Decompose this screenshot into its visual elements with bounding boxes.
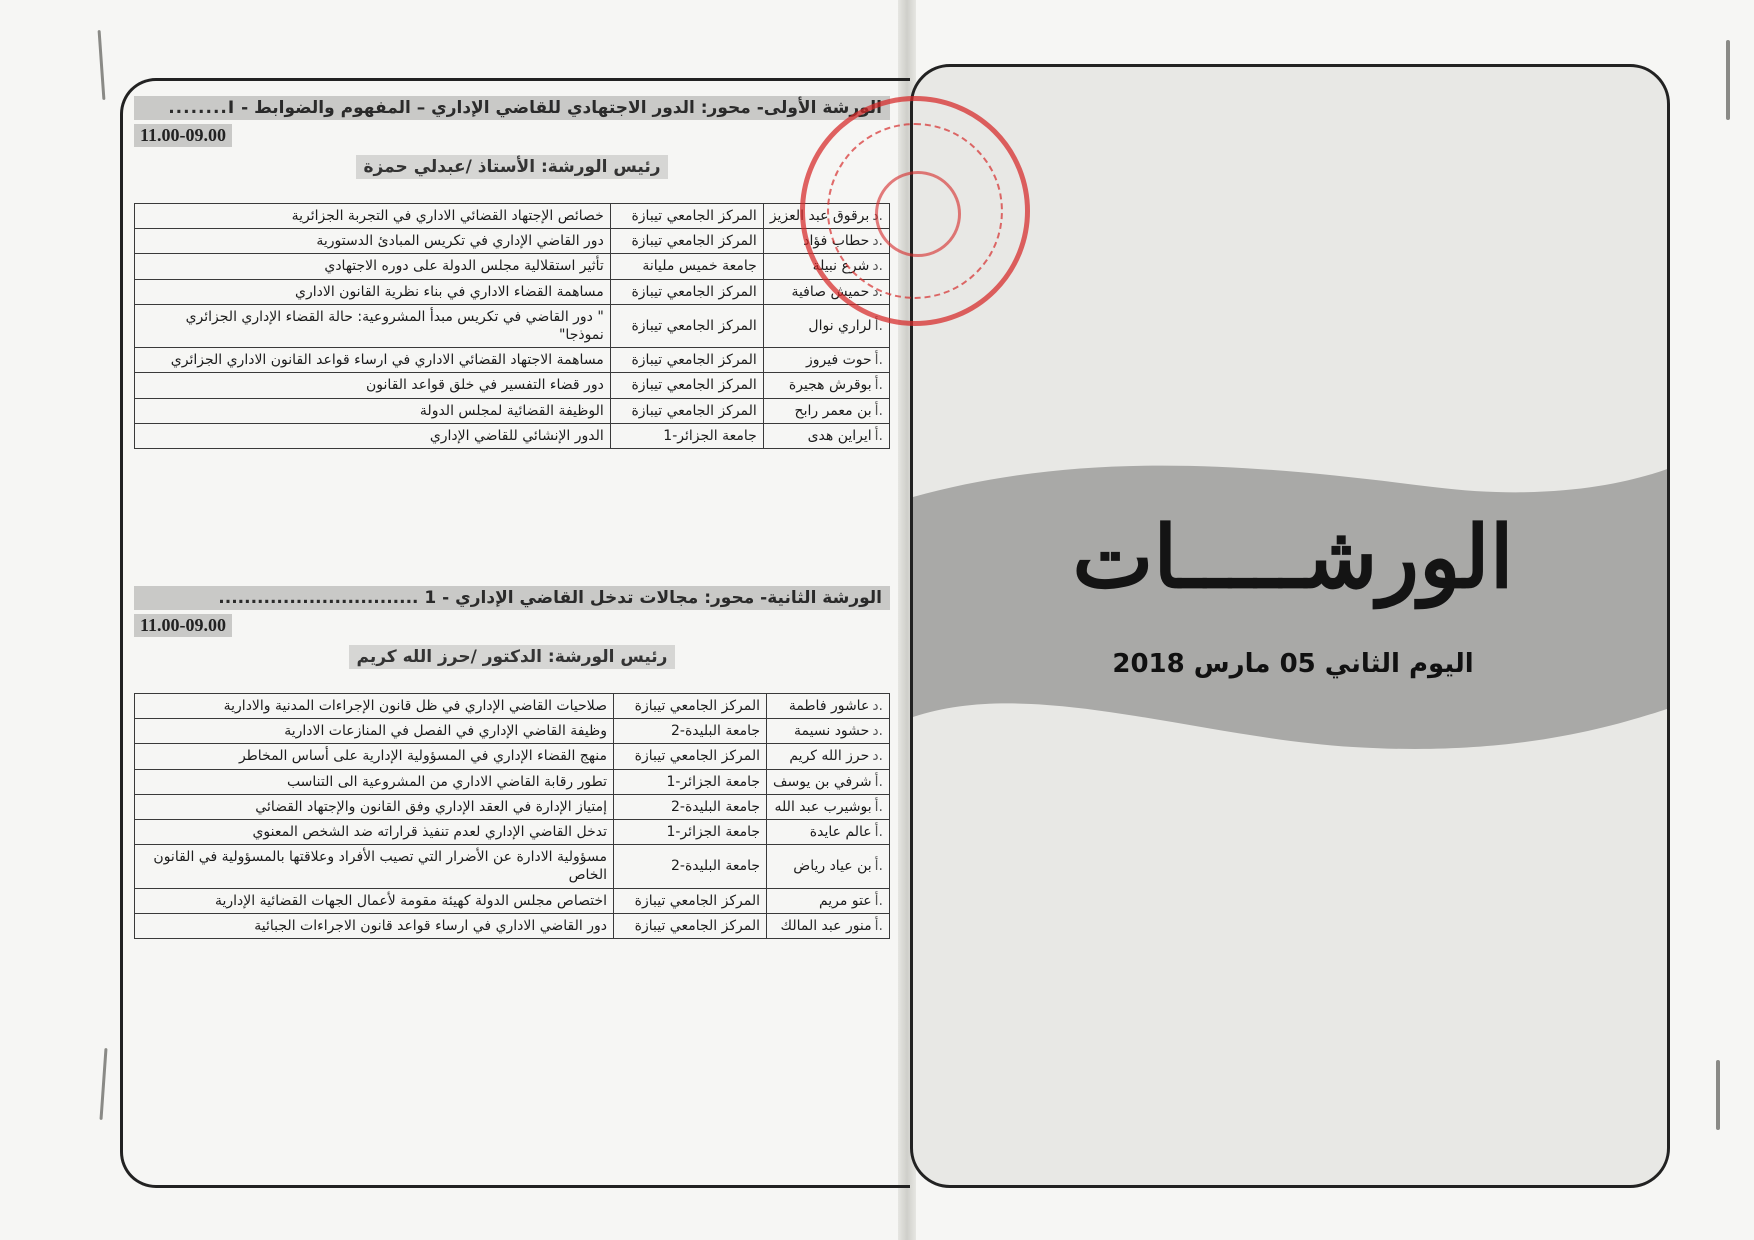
talk-topic: اختصاص مجلس الدولة كهيئة مقومة لأعمال الجهات القضائية الإدارية xyxy=(135,888,614,913)
workshop-2-table xyxy=(134,693,890,939)
speaker-title: .أ xyxy=(874,402,883,419)
speaker-title: .د xyxy=(872,698,883,714)
speaker-institution: جامعة الجزائر-1 xyxy=(610,423,763,448)
workshop-2-heading-tail: ............................... xyxy=(218,588,419,608)
speaker-institution: جامعة البليدة-2 xyxy=(614,719,767,744)
speaker-name: عتو مريم xyxy=(818,892,872,909)
speaker-title: .د xyxy=(872,283,883,300)
talk-topic: دور قضاء التفسير في خلق قواعد القانون xyxy=(135,373,611,398)
workshop-1-heading-text: محور: الدور الاجتهادي للقاضي الإداري – المفهوم والضوابط - xyxy=(235,98,757,118)
table-row xyxy=(135,373,890,398)
table-row xyxy=(135,694,890,719)
speaker-name: شرع نبيلة xyxy=(812,258,870,275)
talk-topic: مساهمة القضاء الاداري في بناء نظرية القانون الاداري xyxy=(135,279,611,304)
table-row xyxy=(135,769,890,794)
talk-topic: دور القاضي الاداري في ارساء قواعد قانون الاجراءات الجبائية xyxy=(135,913,614,938)
table-row xyxy=(135,845,890,888)
talk-topic: وظيفة القاضي الإداري في الفصل في المنازعات الادارية xyxy=(135,719,614,744)
workshop-1-heading-lead: الورشة الأولى- xyxy=(756,98,882,118)
table-row xyxy=(135,819,890,844)
talk-topic: تأثير استقلالية مجلس الدولة على دوره الاجتهادي xyxy=(135,254,611,279)
speaker-institution: المركز الجامعي تيبازة xyxy=(610,229,763,254)
table-row xyxy=(135,719,890,744)
workshop-2-chair xyxy=(134,647,890,667)
speaker-name: لراري نوال xyxy=(808,317,872,334)
speaker-title: .أ xyxy=(874,858,883,875)
speaker-title: .أ xyxy=(874,317,883,334)
speaker-institution: المركز الجامعي تيبازة xyxy=(614,744,767,769)
table-row xyxy=(135,254,890,279)
cover-date: اليوم الثاني 05 مارس 2018 xyxy=(1112,649,1474,679)
speaker-name: عالم عايدة xyxy=(809,823,872,840)
speaker-institution: جامعة الجزائر-1 xyxy=(614,769,767,794)
speaker-institution: المركز الجامعي تيبازة xyxy=(614,913,767,938)
workshop-1-chair-text: رئيس الورشة: الأستاذ /عبدلي حمزة xyxy=(356,155,669,179)
speaker-name: حميش صافية xyxy=(791,283,870,300)
workshop-2-heading-lead: الورشة الثانية- xyxy=(760,588,882,608)
speaker-name: بوشيرب عبد الله xyxy=(774,798,872,815)
speaker-institution: المركز الجامعي تيبازة xyxy=(610,398,763,423)
workshop-1-heading xyxy=(134,96,890,120)
workshop-2-chair-text: رئيس الورشة: الدكتور /حرز الله كريم xyxy=(349,645,676,669)
talk-topic: صلاحيات القاضي الإداري في ظل قانون الإجراءات المدنية والادارية xyxy=(135,694,614,719)
speaker-institution: جامعة الجزائر-1 xyxy=(614,819,767,844)
speaker-name: حطاب فؤاد xyxy=(803,233,870,250)
workshop-1 xyxy=(134,96,890,449)
speaker-title: .د xyxy=(872,233,883,250)
workshop-1-table xyxy=(134,203,890,449)
speaker-institution: جامعة البليدة-2 xyxy=(614,845,767,888)
speaker-name: حوت فيروز xyxy=(805,352,872,369)
speaker-name: بن معمر رابح xyxy=(794,402,872,419)
table-row xyxy=(135,423,890,448)
speaker-institution: جامعة البليدة-2 xyxy=(614,794,767,819)
talk-topic: تدخل القاضي الإداري لعدم تنفيذ قراراته ضد الشخص المعنوي xyxy=(135,819,614,844)
speaker-title: .د xyxy=(872,723,883,740)
speaker-name: حرز الله كريم xyxy=(789,748,870,765)
speaker-institution: المركز الجامعي تيبازة xyxy=(610,204,763,229)
workshop-1-heading-tail: I........ xyxy=(168,98,236,118)
workshop-2-time: 11.00-09.00 xyxy=(134,614,232,637)
speaker-name: بن عياد رياض xyxy=(793,858,872,875)
speaker-institution: جامعة خميس مليانة xyxy=(610,254,763,279)
talk-topic: مساهمة الاجتهاد القضائي الاداري في ارساء قواعد القانون الاداري الجزائري xyxy=(135,348,611,373)
workshop-1-time: 11.00-09.00 xyxy=(134,124,232,147)
speaker-institution: المركز الجامعي تيبازة xyxy=(610,373,763,398)
speaker-name: حشود نسيمة xyxy=(794,723,870,740)
talk-topic: دور القاضي الإداري في تكريس المبادئ الدستورية xyxy=(135,229,611,254)
speaker-institution: المركز الجامعي تيبازة xyxy=(610,279,763,304)
speaker-title: .أ xyxy=(874,352,883,369)
talk-topic: مسؤولية الادارة عن الأضرار التي تصيب الأفراد وعلاقتها بالمسؤولية في القانون الخاص xyxy=(135,845,614,888)
speaker-title: .أ xyxy=(874,773,883,790)
talk-topic: تطور رقابة القاضي الاداري من المشروعية الى التناسب xyxy=(135,769,614,794)
table-row xyxy=(135,279,890,304)
talk-topic: إمتياز الإدارة في العقد الإداري وفق القانون والإجتهاد القضائي xyxy=(135,794,614,819)
speaker-title: .أ xyxy=(874,892,883,909)
table-row xyxy=(135,744,890,769)
workshop-2-heading xyxy=(134,586,890,610)
speaker-institution: المركز الجامعي تيبازة xyxy=(610,304,763,347)
speaker-title: .د xyxy=(872,258,883,275)
table-row xyxy=(135,888,890,913)
speaker-institution: المركز الجامعي تيبازة xyxy=(614,888,767,913)
speaker-title: .د xyxy=(872,208,883,224)
talk-topic: " دور القاضي في تكريس مبدأ المشروعية: حالة القضاء الإداري الجزائري نموذجا" xyxy=(135,304,611,347)
speaker-name: بوقرش هجيرة xyxy=(788,377,872,394)
table-row xyxy=(135,913,890,938)
workshop-2-heading-text: محور: مجالات تدخل القاضي الإداري - 1 xyxy=(418,588,761,608)
speaker-name: عاشور فاطمة xyxy=(788,698,870,714)
table-row xyxy=(135,348,890,373)
speaker-name: شرفي بن يوسف xyxy=(773,773,872,790)
table-row xyxy=(135,304,890,347)
cover-title: الورشـــــات xyxy=(1072,507,1514,608)
speaker-institution: المركز الجامعي تيبازة xyxy=(614,694,767,719)
speaker-name: برقوق عبد العزيز xyxy=(769,208,870,224)
speaker-institution: المركز الجامعي تيبازة xyxy=(610,348,763,373)
staple-mark-right-bottom xyxy=(1716,1060,1720,1130)
table-row xyxy=(135,204,890,229)
speaker-name: ايراين هدى xyxy=(807,427,872,444)
staple-mark-right-top xyxy=(1726,40,1730,120)
workshop-2 xyxy=(134,586,890,939)
workshop-1-chair xyxy=(134,157,890,177)
table-row xyxy=(135,398,890,423)
talk-topic: الدور الإنشائي للقاضي الإداري xyxy=(135,423,611,448)
speaker-title: .أ xyxy=(874,917,883,934)
table-row xyxy=(135,229,890,254)
talk-topic: خصائص الإجتهاد القضائي الاداري في التجربة الجزائرية xyxy=(135,204,611,229)
talk-topic: منهج القضاء الإداري في المسؤولية الإدارية على أساس المخاطر xyxy=(135,744,614,769)
table-row xyxy=(135,794,890,819)
speaker-title: .أ xyxy=(874,798,883,815)
speaker-title: .أ xyxy=(874,377,883,394)
cover-page xyxy=(910,64,1670,1188)
speaker-name: منور عبد المالك xyxy=(780,917,872,934)
talk-topic: الوظيفة القضائية لمجلس الدولة xyxy=(135,398,611,423)
speaker-title: .أ xyxy=(874,823,883,840)
speaker-title: .أ xyxy=(874,427,883,444)
speaker-title: .د xyxy=(872,748,883,765)
